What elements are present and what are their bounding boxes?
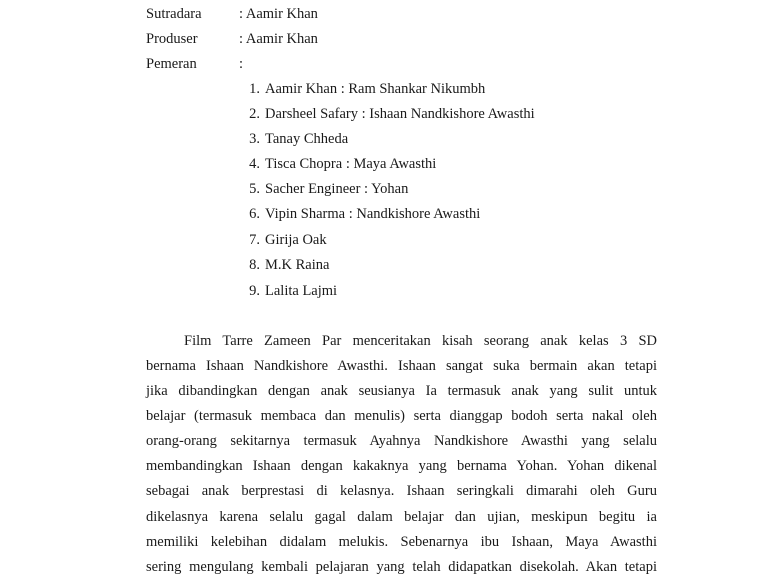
list-item-number: 7. [249, 232, 260, 248]
paragraph-line: jika dibandingkan dengan anak seusianya Ia termasuk anak yang sulit untuk [146, 383, 657, 399]
producer-label: Produser [146, 31, 198, 47]
director-value: : Aamir Khan [239, 6, 318, 22]
paragraph-line: sebagai anak berprestasi di kelasnya. Ishaan seringkali dimarahi oleh Guru [146, 483, 657, 499]
list-item-number: 5. [249, 181, 260, 197]
paragraph-line: belajar (termasuk membaca dan menulis) serta dianggap bodoh serta nakal oleh [146, 408, 657, 424]
paragraph-line: membandingkan Ishaan dengan kakaknya yang bernama Yohan. Yohan dikenal [146, 458, 657, 474]
paragraph-line: bernama Ishaan Nandkishore Awasthi. Ishaan sangat suka bermain akan tetapi [146, 358, 657, 374]
paragraph-line: Film Tarre Zameen Par menceritakan kisah seorang anak kelas 3 SD [184, 333, 657, 349]
paragraph-line: orang-orang sekitarnya termasuk Ayahnya Nandkishore Awasthi yang selalu [146, 433, 657, 449]
list-item-text: M.K Raina [265, 257, 330, 273]
list-item-text: Darsheel Safary : Ishaan Nandkishore Awasthi [265, 106, 535, 122]
list-item-text: Tanay Chheda [265, 131, 349, 147]
list-item-text: Lalita Lajmi [265, 283, 338, 299]
list-item-number: 9. [249, 283, 260, 299]
director-label: Sutradara [146, 6, 202, 22]
paragraph-line: dikelasnya karena selalu gagal dalam belajar dan ujian, meskipun begitu ia [146, 509, 657, 525]
list-item-text: Sacher Engineer : Yohan [265, 181, 409, 197]
paragraph-line: sering mengulang kembali pelajaran yang telah didapatkan disekolah. Akan tetapi [146, 559, 657, 575]
list-item-number: 2. [249, 106, 260, 122]
list-item-text: Aamir Khan : Ram Shankar Nikumbh [265, 81, 486, 97]
list-item-text: Tisca Chopra : Maya Awasthi [265, 156, 437, 172]
list-item-number: 8. [249, 257, 260, 273]
cast-label: Pemeran [146, 56, 197, 72]
cast-colon: : [239, 56, 244, 72]
list-item-text: Vipin Sharma : Nandkishore Awasthi [265, 206, 481, 222]
list-item-text: Girija Oak [265, 232, 327, 248]
list-item-number: 6. [249, 206, 260, 222]
list-item-number: 1. [249, 81, 260, 97]
paragraph-line: memiliki kelebihan didalam melukis. Sebenarnya ibu Ishaan, Maya Awasthi [146, 534, 657, 550]
list-item-number: 4. [249, 156, 260, 172]
producer-value: : Aamir Khan [239, 31, 318, 47]
list-item-number: 3. [249, 131, 260, 147]
